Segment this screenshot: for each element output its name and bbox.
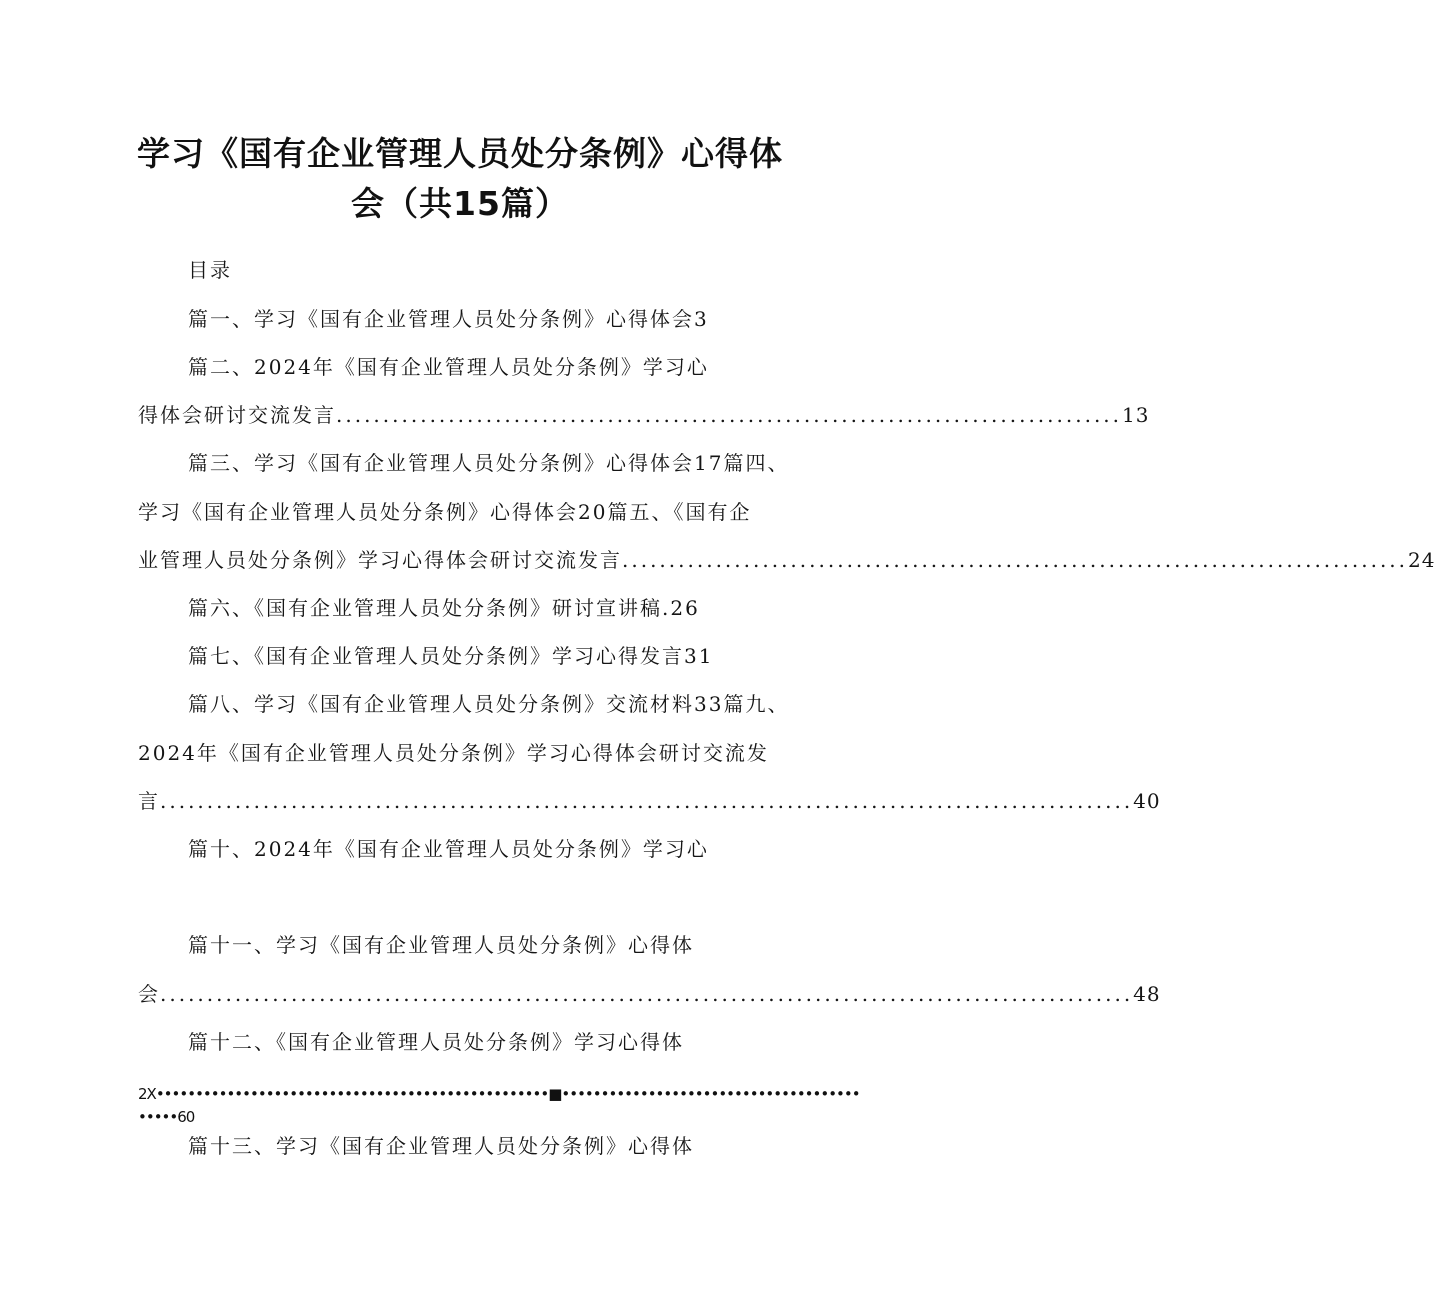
toc-entry-6: 篇六、《国有企业管理人员处分条例》研讨宣讲稿.26 (188, 596, 700, 620)
toc-entry-2-text: 得体会研讨交流发言 (138, 403, 336, 427)
toc-heading: 目录 (188, 258, 232, 282)
toc-page-number: 13 (1122, 403, 1150, 427)
toc-page-number: 60 (177, 1108, 195, 1126)
toc-page-number: 40 (1133, 789, 1161, 813)
toc-page-number: 24 (1408, 548, 1435, 572)
toc-entry-11-text: 会 (138, 982, 160, 1006)
toc-entry-2: 篇二、2024年《国有企业管理人员处分条例》学习心 (188, 355, 709, 379)
toc-entry-12-leader-1 (138, 1083, 860, 1105)
dot-leader: .................................................................................... (622, 548, 1409, 572)
toc-entry-12-leader-2 (138, 1106, 338, 1128)
toc-entry-3: 篇三、学习《国有企业管理人员处分条例》心得体会17篇四、 (188, 451, 790, 475)
toc-entry-9: 2024年《国有企业管理人员处分条例》学习心得体会研讨交流发 (138, 741, 769, 765)
toc-entry-11: 篇十一、学习《国有企业管理人员处分条例》心得体 (188, 933, 694, 957)
dot-leader: ........................................................................................................ (160, 789, 1134, 813)
toc-entry-1: 篇一、学习《国有企业管理人员处分条例》心得体会3 (188, 307, 709, 331)
toc-entry-5-leader (138, 546, 1435, 574)
bullet-leader: ••••••••••••••••••••••••••••••••••••••••••••••••••■•••••••••••••••••••••••••••••••••••••• (155, 1085, 860, 1103)
toc-entry-11-leader (138, 980, 1161, 1008)
toc-entry-13: 篇十三、学习《国有企业管理人员处分条例》心得体 (188, 1134, 694, 1158)
document-title-line-1: 学习《国有企业管理人员处分条例》心得体 (137, 134, 783, 173)
toc-entry-2-leader (138, 401, 1150, 429)
toc-entry-5-text: 业管理人员处分条例》学习心得体会研讨交流发言 (138, 548, 622, 572)
toc-entry-8: 篇八、学习《国有企业管理人员处分条例》交流材料33篇九、 (188, 692, 790, 716)
toc-entry-9-text: 言 (138, 789, 160, 813)
toc-entry-10: 篇十、2024年《国有企业管理人员处分条例》学习心 (188, 837, 709, 861)
toc-entry-4: 学习《国有企业管理人员处分条例》心得体会20篇五、《国有企 (138, 500, 752, 524)
document-title-line-2: 会（共15篇） (351, 184, 569, 223)
toc-entry-9-leader (138, 787, 1161, 815)
toc-entry-12: 篇十二、《国有企业管理人员处分条例》学习心得体 (188, 1030, 684, 1054)
toc-entry-12-code: 2X (138, 1085, 156, 1103)
bullet-leader: ••••• (138, 1108, 178, 1126)
toc-entry-7: 篇七、《国有企业管理人员处分条例》学习心得发言31 (188, 644, 714, 668)
dot-leader: .................................................................................... (336, 403, 1123, 427)
toc-page-number: 48 (1133, 982, 1161, 1006)
dot-leader: ........................................................................................................ (160, 982, 1134, 1006)
